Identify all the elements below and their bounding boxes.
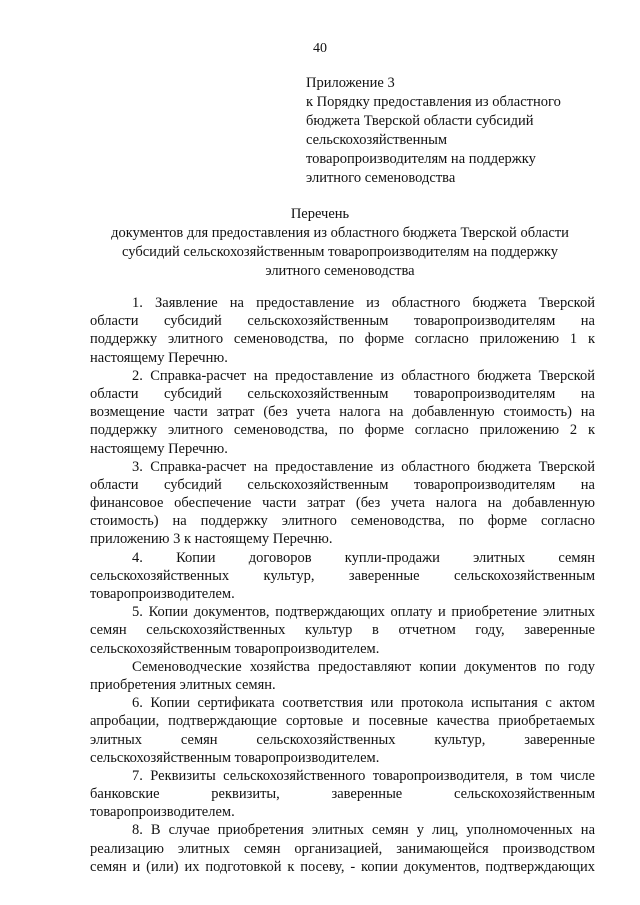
paragraph-line: семян и (или) их подготовкой к посеву, - копии документов, подтверждающих <box>90 858 595 875</box>
appendix-line: элитного семеноводства <box>306 170 456 186</box>
appendix-line: Приложение 3 <box>306 75 395 91</box>
paragraph-line: элитных семян сельскохозяйственных культур, заверенные <box>90 731 595 748</box>
paragraph <box>90 694 595 767</box>
paragraph-line: настоящему Перечню. <box>90 440 228 457</box>
subtitle-line: документов для предоставления из областного бюджета Тверской области <box>111 225 569 241</box>
paragraph-line: товаропроизводителем. <box>90 804 235 821</box>
paragraph <box>90 458 595 549</box>
appendix-line: товаропроизводителям на поддержку <box>306 151 536 167</box>
appendix-line: к Порядку предоставления из областного <box>306 94 561 110</box>
paragraph <box>90 549 595 604</box>
paragraph-line: семян сельскохозяйственных культур в отчетном году, заверенные <box>90 622 595 639</box>
appendix-block <box>306 74 606 188</box>
paragraph-line: приложению 3 к настоящему Перечню. <box>90 531 333 548</box>
paragraph-line: 2. Справка-расчет на предоставление из областного бюджета Тверской <box>132 367 595 384</box>
page-number: 40 <box>313 41 327 56</box>
paragraph-line: возмещение части затрат (без учета налога на добавленную стоимость) на <box>90 404 595 421</box>
paragraph-line: 8. В случае приобретения элитных семян у лиц, уполномоченных на <box>132 822 595 839</box>
paragraph <box>90 658 595 694</box>
list-subtitle <box>80 224 600 281</box>
paragraph-line: 4. Копии договоров купли-продажи элитных семян <box>132 549 595 566</box>
paragraph-line: сельскохозяйственным товаропроизводителем. <box>90 640 380 657</box>
paragraph-line: товаропроизводителем. <box>90 586 235 602</box>
paragraph-line: стоимость) на поддержку элитного семеноводства, по форме согласно <box>90 513 595 530</box>
paragraph-line: 1. Заявление на предоставление из областного бюджета Тверской <box>132 295 595 311</box>
paragraph-line: 3. Справка-расчет на предоставление из областного бюджета Тверской <box>132 458 595 475</box>
paragraph-line: 7. Реквизиты сельскохозяйственного товаропроизводителя, в том числе <box>132 767 595 784</box>
paragraph-line: 6. Копии сертификата соответствия или протокола испытания с актом <box>132 695 595 712</box>
subtitle-line: субсидий сельскохозяйственным товаропроизводителям на поддержку <box>122 244 558 260</box>
appendix-line: бюджета Тверской области субсидий <box>306 113 534 129</box>
paragraph-line: 5. Копии документов, подтверждающих оплату и приобретение элитных <box>132 604 595 621</box>
paragraph-line: области субсидий сельскохозяйственным товаропроизводителям на <box>90 313 595 330</box>
paragraph-line: приобретения элитных семян. <box>90 676 276 693</box>
subtitle-line: элитного семеноводства <box>265 263 415 279</box>
paragraph-line: финансовое обеспечение части затрат (без учета налога на добавленную <box>90 495 595 512</box>
paragraph <box>90 367 595 458</box>
list-title: Перечень <box>290 206 350 222</box>
document-body <box>90 294 595 876</box>
paragraph-line: поддержку элитного семеноводства, по форме согласно приложению 2 к <box>90 422 595 439</box>
paragraph <box>90 603 595 658</box>
paragraph-line: поддержку элитного семеноводства, по форме согласно приложению 1 к <box>90 331 595 348</box>
paragraph-line: настоящему Перечню. <box>90 349 228 366</box>
paragraph-line: Семеноводческие хозяйства предоставляют копии документов по году <box>132 658 595 675</box>
paragraph-line: банковские реквизиты, заверенные сельскохозяйственным <box>90 786 595 803</box>
paragraph-line: апробации, подтверждающие сортовые и посевные качества приобретаемых <box>90 713 595 730</box>
paragraph-line: области субсидий сельскохозяйственным товаропроизводителям на <box>90 385 595 402</box>
paragraph-line: области субсидий сельскохозяйственным товаропроизводителям на <box>90 476 595 493</box>
paragraph-line: сельскохозяйственных культур, заверенные сельскохозяйственным <box>90 567 595 584</box>
paragraph <box>90 767 595 822</box>
paragraph-line: реализацию элитных семян организацией, занимающейся производством <box>90 840 595 857</box>
paragraph <box>90 294 595 367</box>
appendix-line: сельскохозяйственным <box>306 132 448 148</box>
paragraph-line: сельскохозяйственным товаропроизводителем. <box>90 749 380 766</box>
paragraph <box>90 821 595 876</box>
